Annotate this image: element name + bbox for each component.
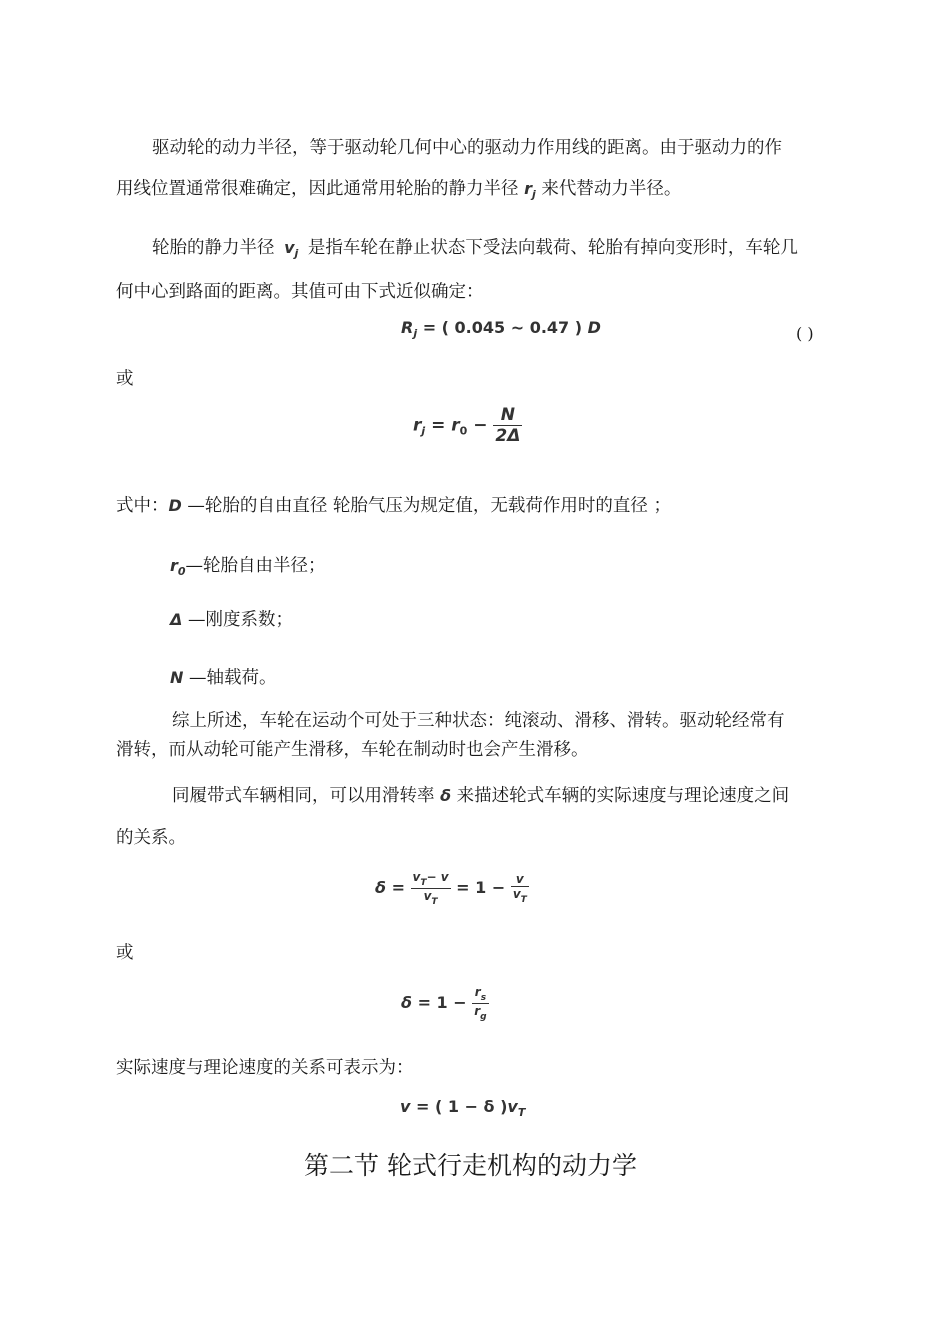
eq2-minus: − [467,415,494,436]
eq2-lhs-sub: j [421,424,426,438]
para2-line1 [152,236,798,266]
symbol-delta: Δ [170,610,183,629]
definition-delta [170,608,293,632]
definition-d [116,494,671,518]
eq4-mid: = 1 − [412,993,473,1012]
or-text-1: 或 [116,369,134,389]
eq3-num1-v: v [412,870,421,884]
eq4-num-sub: s [480,993,487,1003]
definition-r0 [170,554,326,584]
para1-line2-text-a: 用线位置通常很难确定，因此通常用轮胎的静力半径 [116,179,519,199]
eq1-rhs: = ( 0.045 ~ 0.47 ) [422,318,588,337]
para4-line1-text-a: 同履带式车辆相同，可以用滑转率 [172,786,435,806]
symbol-sub-j: j [531,188,536,201]
eq4-den-r: r [474,1004,481,1018]
symbol-v: v [284,238,295,257]
section-heading: 第二节 轮式行走机构的动力学 [304,1151,637,1180]
equation-actual-speed [400,1097,525,1119]
symbol-r0 [170,556,186,578]
eq3-fraction-1 [411,870,451,907]
eq5-rhs-sub: T [517,1106,526,1119]
eq3-num1-rest: − v [426,870,449,884]
eq3-numerator-2: v [511,872,529,887]
eq3-numerator-1 [411,870,451,889]
eq3-mid: = 1 − [450,878,511,897]
symbol-r: r [524,179,532,198]
eq3-denominator-2 [511,887,529,905]
eq3-den2-sub: T [520,895,527,905]
equation-radius-deflection [413,405,522,446]
eq2-lhs: r [413,415,422,436]
eq1-lhs: R [401,318,414,337]
eq3-denominator-1 [411,889,451,907]
or-text-2: 或 [116,943,134,963]
eq4-lhs: δ [401,993,412,1012]
para4-line1-text-b: 来描述轮式车辆的实际速度与理论速度之间 [456,786,790,806]
para5-text: 实际速度与理论速度的关系可表示为： [116,1058,414,1078]
eq4-denominator [472,1004,488,1022]
equation-slip-rate-radius [401,985,489,1022]
para2-line1-text-b: 是指车轮在静止状态下受法向载荷、轮胎有掉向变形时，车轮几 [307,238,798,258]
para3-line1: 综上所述，车轮在运动个可处于三种状态：纯滚动、滑移、滑转。驱动轮经常有 [172,711,785,731]
symbol-n: N [170,668,184,687]
eq2-denominator: 2Δ [495,426,521,446]
symbol-sub-0: 0 [177,565,186,578]
eq3-den2-v: v [512,887,521,901]
vj-symbol [284,238,299,260]
definition-delta-text: —刚度系数； [187,610,293,630]
para1-line2-text-b: 来代替动力半径。 [541,179,682,199]
symbol-r: r [170,556,178,575]
eq4-numerator [472,985,488,1004]
eq1-lhs-sub: j [413,327,418,340]
eq2-r0: r [451,415,460,436]
para2-line1-text-a: 轮胎的静力半径 [152,238,275,258]
symbol-sub-j: j [294,247,299,260]
eq4-num-r: r [474,985,481,999]
eq5-rhs: v [507,1097,518,1116]
eq2-numerator: N [493,405,522,426]
eq4-den-sub: g [480,1012,487,1022]
static-radius-symbol [524,179,536,201]
eq3-den1-v: v [423,889,432,903]
eq2-fraction [493,405,522,446]
para4-line1 [172,784,789,808]
eq3-fraction-2 [511,872,529,905]
equation-number-label: ( ) [796,324,814,343]
para3-line2: 滑转，而从动轮可能产生滑移，车轮在制动时也会产生滑移。 [116,740,589,760]
eq3-den1-sub: T [431,897,438,907]
para1-line1: 驱动轮的动力半径，等于驱动轮几何中心的驱动力作用线的距离。由于驱动力的作 [152,138,782,158]
eq5-lhs: v [400,1097,411,1116]
para1-line2 [116,177,681,207]
eq4-fraction [472,985,488,1022]
definition-n [170,666,276,690]
definition-n-text: —轴载荷。 [188,668,277,688]
eq5-mid: = ( 1 − δ ) [410,1097,508,1116]
symbol-slip-rate: δ [440,786,452,805]
para4-line2: 的关系。 [116,828,186,848]
eq3-num1-sub: T [420,878,427,888]
equation-static-radius [401,318,601,340]
equation-slip-rate [375,870,529,907]
eq3-equals: = [386,878,411,897]
definition-d-text: —轮胎的自由直径 轮胎气压为规定值，无载荷作用时的直径 ； [187,496,671,516]
eq2-r0-sub: 0 [459,424,468,438]
symbol-d: D [168,496,182,515]
eq3-lhs: δ [375,878,386,897]
para2-line2: 何中心到路面的距离。其值可由下式近似确定： [116,282,484,302]
eq2-equals: = [425,415,452,436]
definitions-intro: 式中： [116,496,169,516]
eq1-rhs-var: D [587,318,601,337]
definition-r0-text: —轮胎自由半径； [185,556,326,576]
